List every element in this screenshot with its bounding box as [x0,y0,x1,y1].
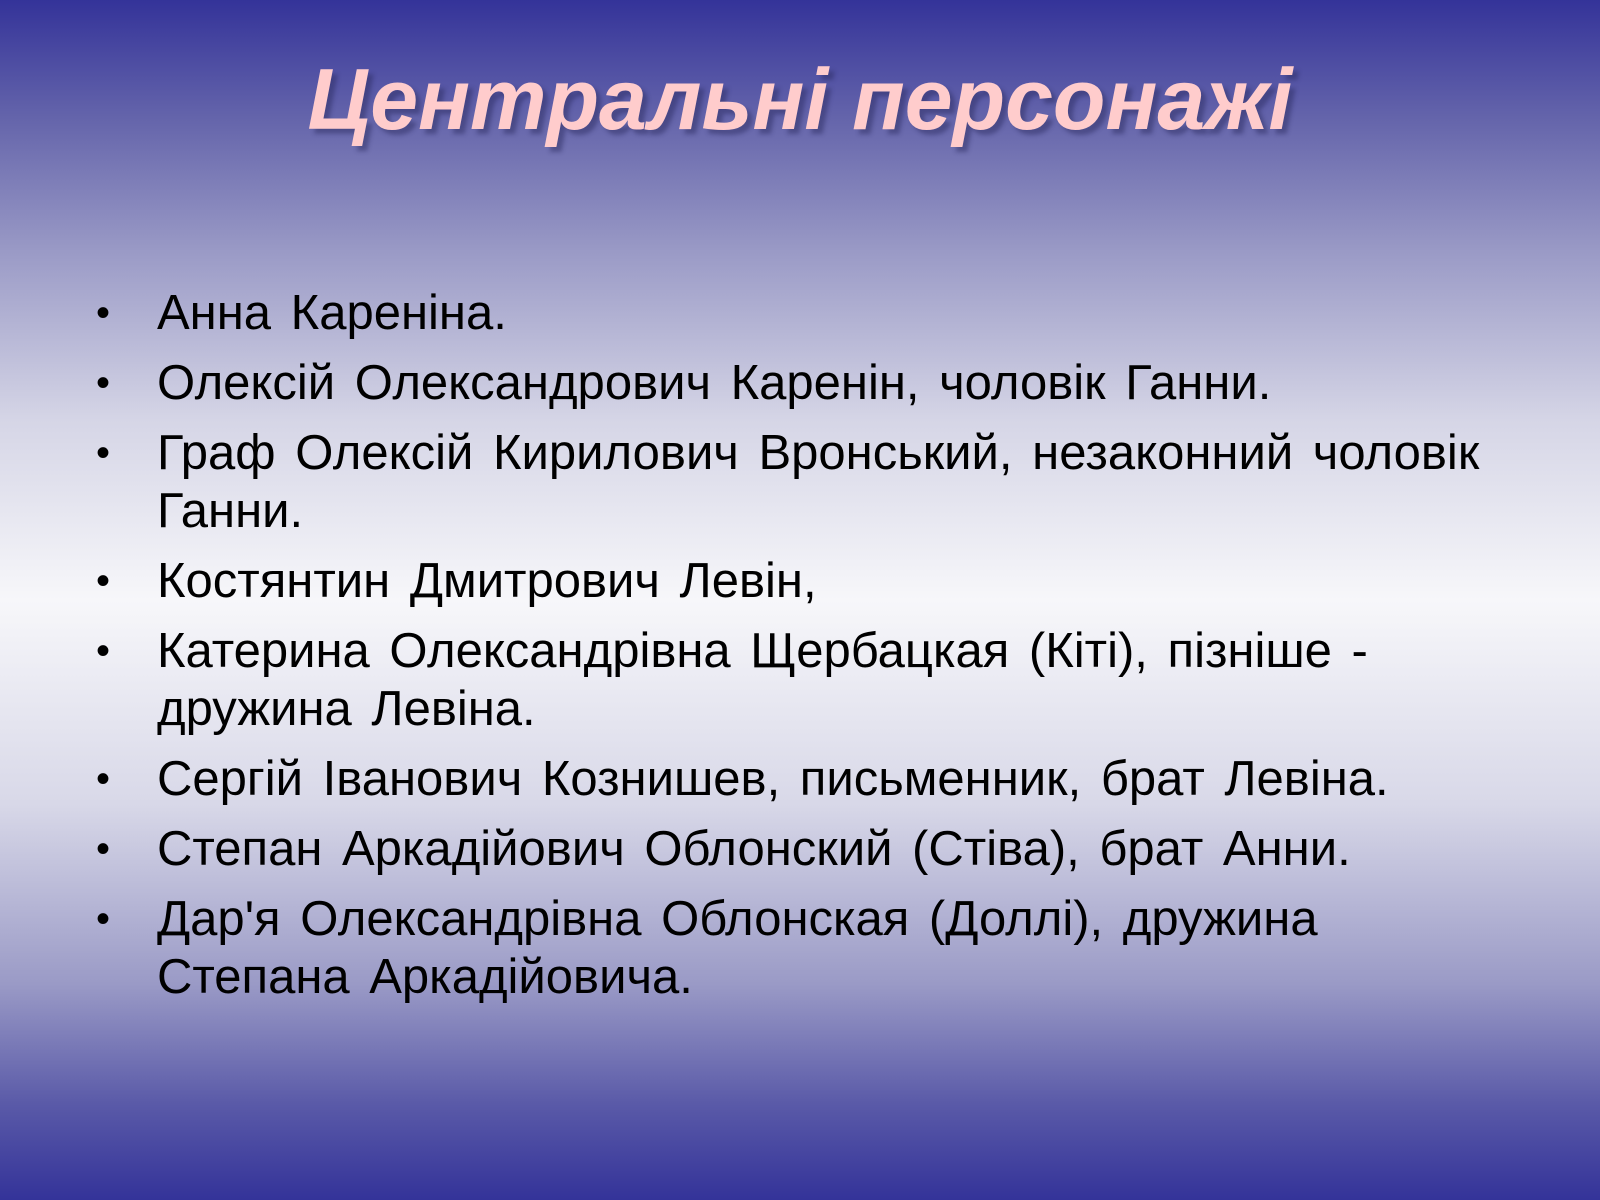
character-list [96,284,1496,1018]
list-item-text: Анна Кареніна. [157,286,507,340]
list-item-text: Сергій Іванович Кознишев, письменник, брат Левіна. [157,752,1389,806]
list-item [96,820,1496,878]
list-item-text: Дар'я Олександрівна Облонская (Доллі), дружина Степана Аркадійовича. [157,892,1318,1004]
list-item-text: Костянтин Дмитрович Левін, [157,554,817,608]
bullet-icon: • [96,827,111,871]
list-item [96,552,1496,610]
list-item [96,750,1496,808]
list-item [96,284,1496,342]
list-item-text: Степан Аркадійович Облонский (Стіва), брат Анни. [157,822,1351,876]
list-item [96,354,1496,412]
list-item [96,424,1496,540]
list-item [96,622,1496,738]
bullet-icon: • [96,629,111,673]
bullet-icon: • [96,291,111,335]
bullet-icon: • [96,757,111,801]
bullet-icon: • [96,559,111,603]
list-item-text: Катерина Олександрівна Щербацкая (Кіті), пізніше - дружина Левіна. [157,624,1368,736]
bullet-icon: • [96,897,111,941]
list-item [96,890,1496,1006]
bullet-icon: • [96,431,111,475]
bullet-icon: • [96,361,111,405]
list-item-text: Олексій Олександрович Каренін, чоловік Ганни. [157,356,1272,410]
list-item-text: Граф Олексій Кирилович Вронський, незаконний чоловік Ганни. [157,426,1480,538]
slide-title: Центральні персонажі [307,52,1293,148]
